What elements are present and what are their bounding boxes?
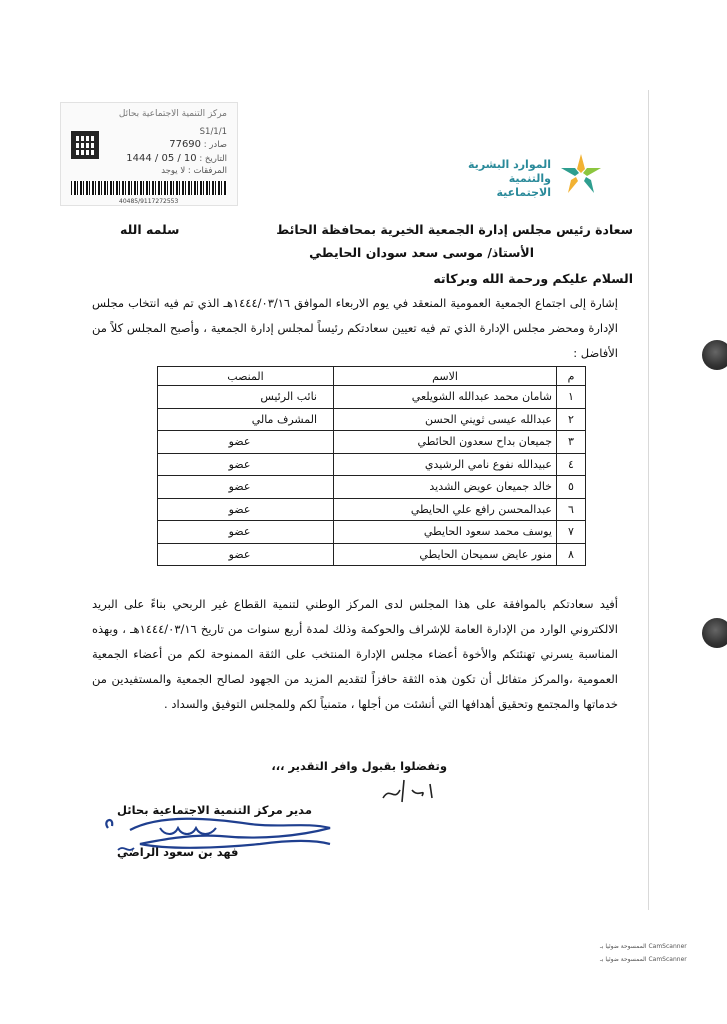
ministry-star-icon [557, 152, 605, 198]
punch-hole [702, 340, 727, 370]
row-role: عضو [158, 543, 334, 566]
incoming-stamp [60, 102, 238, 206]
header-role: المنصب [158, 367, 334, 386]
row-no: ١ [557, 386, 586, 409]
row-role: عضو [158, 476, 334, 499]
signer-name: فهد بن سعود الراضي [117, 845, 239, 859]
board-members-table [157, 366, 586, 566]
table-row [158, 453, 586, 476]
table-row [158, 543, 586, 566]
row-name: عبدالمحسن رافع علي الحايطي [334, 498, 557, 521]
stamp-org: مركز التنمية الاجتماعية بحائل [118, 109, 227, 119]
row-role: عضو [158, 521, 334, 544]
stamp-ref: S1/1/1 [199, 127, 227, 137]
stamp-date: التاريخ : 10 / 05 / 1444 [126, 153, 227, 164]
paragraph-intro: إشارة إلى اجتماع الجمعية العمومية المنعقد في يوم الاربعاء الموافق ١٤٤٤/٠٣/١٦هـ الذي تم فيه انتخاب مجلس الإدارة ومحضر مجلس الإدارة الذي تم فيه تعيين سعادتكم رئيساً لمجلس إدارة الجمعية ، وأصبح المجلس كلاً من الأفاضل : [92, 296, 618, 360]
table-row [158, 521, 586, 544]
signer-title: مدير مركز التنمية الاجتماعية بحائل [117, 803, 312, 817]
row-name: جميعان بداح سعدون الحائطي [334, 431, 557, 454]
row-no: ٦ [557, 498, 586, 521]
table-header-row [158, 367, 586, 386]
salutation: سلمه الله [120, 222, 180, 237]
row-no: ٥ [557, 476, 586, 499]
table-row [158, 498, 586, 521]
header-no: م [557, 367, 586, 386]
barcode-icon [71, 181, 227, 195]
stamp-outgoing: صادر : 77690 [169, 139, 227, 150]
page-edge-line [648, 90, 649, 910]
punch-hole [702, 618, 727, 648]
row-name: منور عايض سميحان الحايطي [334, 543, 557, 566]
initials-signature [378, 768, 448, 808]
address-line-2: الأستاذ/ موسى سعد سودان الحايطي [309, 245, 534, 260]
header-name: الاسم [334, 367, 557, 386]
row-role: نائب الرئيس [158, 386, 334, 409]
camscanner-watermark: الممسوحة ضوئيا بـ CamScanner [600, 956, 687, 963]
ministry-logo [455, 152, 605, 198]
row-no: ٣ [557, 431, 586, 454]
camscanner-watermark: الممسوحة ضوئيا بـ CamScanner [600, 943, 687, 950]
row-name: عبدالله عيسى ثويني الحسن [334, 408, 557, 431]
table-row [158, 408, 586, 431]
row-no: ٢ [557, 408, 586, 431]
stamp-attachments: المرفقات : لا يوجد [161, 166, 227, 176]
row-no: ٤ [557, 453, 586, 476]
address-line-1: سعادة رئيس مجلس إدارة الجمعية الخيرية بمحافظة الحائط [276, 222, 633, 237]
row-role: المشرف مالي [158, 408, 334, 431]
table-row [158, 431, 586, 454]
paragraph-approval: أفيد سعادتكم بالموافقة على هذا المجلس لدى المركز الوطني لتنمية القطاع غير الربحي بناءً على البريد الالكتروني الوارد من الإدارة العامة للإشراف والحوكمة وذلك لمدة أربع سنوات من تاريخ ١٤٤٤/٠٣/١٦هـ ، وبهذه المناسبة يسرني تهنئتكم والأخوة أعضاء مجلس الإدارة المنتخب على الثقة الممنوحة لكم من أعضاء الجمعية العمومية ،والمركز متفائل أن تكون هذه الثقة حافزاً لتقديم المزيد من الجهود لصالح الجمعية والمستفيدين من خدماتها والمجتمع وتحقيق أهدافها التي أنشئت من أجلها ، متمنياً لكم وللمجلس التوفيق والسداد . [92, 597, 618, 711]
row-no: ٧ [557, 521, 586, 544]
qr-code-icon [71, 131, 99, 159]
row-name: خالد جميعان عويض الشديد [334, 476, 557, 499]
row-no: ٨ [557, 543, 586, 566]
row-role: عضو [158, 498, 334, 521]
table-row [158, 476, 586, 499]
closing-line: وتفضلوا بقبول وافر التقدير ،،، [271, 759, 447, 773]
barcode-number: 40485/9117272553 [119, 198, 179, 205]
table-row [158, 386, 586, 409]
row-name: عبيدالله نفوع نامي الرشيدي [334, 453, 557, 476]
row-role: عضو [158, 431, 334, 454]
row-name: شامان محمد عبدالله الشويلعي [334, 386, 557, 409]
greeting: السلام عليكم ورحمة الله وبركاته [433, 271, 633, 286]
row-role: عضو [158, 453, 334, 476]
ministry-name: الموارد البشرية والتنمية الاجتماعية [468, 158, 551, 199]
row-name: يوسف محمد سعود الحايطي [334, 521, 557, 544]
